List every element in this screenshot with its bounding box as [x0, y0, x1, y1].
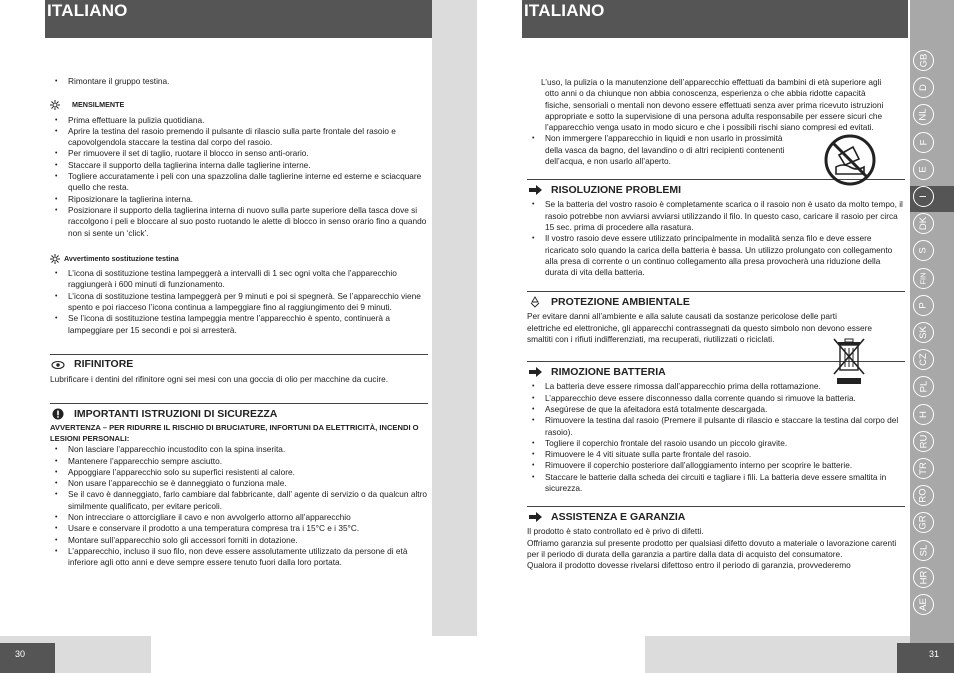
monthly-bullets: [50, 115, 428, 239]
list-item: • L’icona di sostituzione testina lampeggerà a intervalli di 1 sec ogni volta che l’apparecchio raggiungerà i 600 minuti di funzionamento.: [50, 268, 428, 291]
list-item: • Staccare il supporto della taglierina interna dalle taglierine interne.: [50, 160, 428, 171]
right-header-bar: [522, 0, 908, 38]
weee-symbol: [831, 336, 867, 391]
language-tab-label: D: [918, 84, 929, 92]
battery-bullets: [527, 381, 905, 494]
language-tab-label: GB: [917, 53, 929, 68]
left-side-margin: [432, 0, 477, 636]
language-tab-label: CZ: [917, 353, 929, 367]
language-tab-label: P: [918, 302, 929, 309]
eye-icon: [50, 359, 66, 371]
language-tab-sk[interactable]: [913, 322, 934, 343]
language-tab-label: FIN: [919, 272, 928, 285]
language-tab-label: PL: [918, 381, 929, 393]
language-tab-p[interactable]: [913, 295, 934, 316]
list-item: • Togliere il coperchio frontale del rasoio usando un piccolo giravite.: [527, 438, 905, 449]
language-tab-label: RO: [918, 488, 929, 503]
language-tab-ru[interactable]: [913, 431, 934, 452]
monthly-heading-text: MENSILMENTE: [72, 100, 125, 110]
language-tab-label: E: [918, 166, 929, 173]
list-item: • Rimontare il gruppo testina.: [50, 76, 428, 87]
warranty-section-heading: [527, 506, 905, 523]
language-tab-label: NL: [918, 108, 929, 121]
left-header-title: ITALIANO: [47, 1, 128, 20]
environment-text: Per evitare danni all’ambiente e alla salute causati da sostanze pericolose delle parti elettriche ed elettroniche, gli apparecchi contrassegnati da questo simbolo non devono essere smaltiti con i rifiuti indifferenziati, ma recuperati, riutilizzati o riciclati.: [527, 311, 872, 345]
language-tab-label: F: [918, 139, 929, 145]
safety-warning: AVVERTENZA – PER RIDURRE IL RISCHIO DI BRUCIATURE, INFORTUNI DA ELETTRICITÀ, INCENDI O LESIONI PERSONALI:: [50, 423, 419, 443]
intro-bullets: [50, 76, 428, 87]
language-tab-label: AE: [918, 598, 929, 611]
right-page: [477, 0, 954, 673]
list-item: • Staccare le batterie dalla scheda dei circuiti e tagliare i fili. La batteria deve essere smaltita in sicurezza.: [527, 472, 905, 495]
language-tab-h[interactable]: [913, 404, 934, 425]
language-tab-gb[interactable]: [913, 50, 934, 71]
environment-heading-text: PROTEZIONE AMBIENTALE: [551, 295, 690, 308]
troubleshooting-heading-text: RISOLUZIONE PROBLEMI: [551, 183, 682, 196]
no-water-icon: [823, 133, 877, 187]
battery-heading-text: RIMOZIONE BATTERIA: [551, 365, 666, 378]
language-tab-label: TR: [917, 462, 929, 475]
list-item: • Se il cavo è danneggiato, farlo cambiare dal fabbricante, dall’ agente di servizio o da qualcun altro similmente qualificato, per evitare pericoli.: [50, 489, 428, 512]
monthly-heading: [50, 99, 428, 110]
language-tab-label: SL: [918, 544, 929, 556]
language-tab-label: I: [917, 195, 929, 198]
arrow-right-icon: [527, 366, 543, 378]
list-item: • Montare sull’apparecchio solo gli accessori forniti in dotazione.: [50, 535, 428, 546]
language-tab-label: SK: [918, 326, 929, 339]
trimmer-heading-text: RIFINITORE: [74, 358, 134, 371]
language-tab-label: RU: [917, 434, 929, 449]
arrow-right-icon: [527, 511, 543, 523]
list-item: • Non usare l’apparecchio se è danneggiato o funziona male.: [50, 478, 428, 489]
language-tab-i[interactable]: [913, 186, 934, 207]
arrow-right-icon: [527, 184, 543, 196]
list-item: • Rimuovere le 4 viti situate sulla parte frontale del rasoio.: [527, 449, 905, 460]
troubleshooting-bullets: [527, 199, 905, 278]
left-header-bar: [45, 0, 432, 38]
language-tab-label: GR: [918, 515, 929, 531]
language-tab-label: S: [918, 247, 929, 255]
warranty-line: Il prodotto è stato controllato ed è privo di difetti.: [527, 526, 704, 537]
language-tab-sl[interactable]: [913, 540, 934, 561]
list-item: • Non immergere l’apparecchio in liquidi e non usarlo in prossimità della vasca da bagno, del lavandino o di altri recipienti contenenti dell’acqua, e non usarlo all’aperto.: [527, 133, 787, 167]
left-page-number-box: [0, 643, 55, 673]
list-item: • Prima effettuare la pulizia quotidiana.: [50, 115, 428, 126]
list-item: • Non intrecciare o attorcigliare il cavo e non avvolgerlo attorno all’apparecchio: [50, 512, 428, 523]
language-tab-e[interactable]: [913, 159, 934, 180]
list-item: • L’apparecchio, incluso il suo filo, non deve essere assolutamente utilizzato da persone di età inferiore agli otto anni e deve sempre essere tenuto fuori dalla loro portata.: [50, 546, 428, 569]
water-bullets: [527, 133, 787, 167]
list-item: • Aprire la testina del rasoio premendo il pulsante di rilascio sulla parte frontale del rasoio e capovolgendola staccare la testina dal corpo del rasoio.: [50, 126, 428, 149]
list-item: • Riposizionare la taglierina interna.: [50, 194, 428, 205]
language-tab-tr[interactable]: [913, 458, 934, 479]
list-item: • Il vostro rasoio deve essere utilizzato principalmente in modalità senza filo e deve essere ricaricato solo quando la carica della batteria è bassa. Un utilizzo prolungato con collegamento alla presa di corrente o un continuo collegamento alla presa provocherà una riduzione della durata di vita della batteria.: [527, 233, 905, 278]
list-item: • Mantenere l’apparecchio sempre asciutto.: [50, 456, 428, 467]
language-tab-label: H: [918, 410, 929, 418]
warranty-heading-text: ASSISTENZA E GARANZIA: [551, 510, 686, 523]
intro-text: L’uso, la pulizia o la manutenzione dell’apparecchio effettuati da bambini di età superiore agli otto anni o da chiunque non abbia conoscenza, esperienza o che abbia ridotte capacità fisiche, sensoriali o mentali non devono essere effettuati senza aver prima ricevuto istruzioni appropriate e sotto la supervisione di una persona adulta responsabile per essere sicuri che l’apparecchio venga usato in modo sicuro e che i possibili rischi siano compresi ed evitati.: [541, 77, 884, 133]
list-item: • Togliere accuratamente i peli con una spazzolina dalle taglierine interne ed esterne e sciacquare quello che resta.: [50, 171, 428, 194]
language-tab-f[interactable]: [913, 132, 934, 153]
list-item: • Non lasciare l’apparecchio incustodito con la spina inserita.: [50, 444, 428, 455]
sun-icon: [50, 100, 60, 110]
environment-section-heading: [527, 291, 905, 308]
list-item: • Usare e conservare il prodotto a una temperatura compresa tra i 15°C e i 35°C.: [50, 523, 428, 534]
warranty-line: Qualora il prodotto dovesse rivelarsi difettoso entro il periodo di garanzia, provvederemo: [527, 560, 851, 571]
safety-bullets: [50, 444, 428, 568]
list-item: • L’icona di sostituzione testina lampeggerà per 9 minuti e poi si spegnerà. Se l’apparecchio viene spento e poi riacceso l’icona continua a lampeggiare fino al raggiungimento dei 9 minuti.: [50, 291, 428, 314]
head-warning-heading: [50, 253, 428, 264]
left-page-number: 30: [15, 649, 26, 659]
language-tab-label: DK: [917, 217, 929, 231]
list-item: • Posizionare il supporto della taglierina interna di nuovo sulla parte superiore della tasca dove si raccolgono i peli e bloccare al suo posto ruotando le alette di blocco in senso orario fino a quando non si sente un ‘click’.: [50, 205, 428, 239]
list-item: • L’apparecchio deve essere disconnesso dalla corrente quando si rimuove la batteria.: [527, 393, 905, 404]
head-warning-bullets: [50, 268, 428, 336]
right-page-number-box: [897, 643, 954, 673]
language-tab-label: HR: [917, 570, 929, 585]
list-item: • Rimuovere la testina dal rasoio (Premere il pulsante di rilascio e staccare la testina dal corpo del rasoio).: [527, 415, 905, 438]
warranty-line: Offriamo garanzia sul presente prodotto per qualsiasi difetto dovuto a materiale o lavorazione carenti per il periodo di durata della garanzia a partire dalla data di acquisto del consumatore.: [527, 537, 897, 559]
right-header-title: ITALIANO: [524, 1, 605, 20]
head-warning-heading-text: Avvertimento sostituzione testina: [64, 253, 179, 263]
language-tab-fin[interactable]: [913, 268, 934, 289]
language-tab-hr[interactable]: [913, 567, 934, 588]
language-tab-ae[interactable]: [913, 594, 934, 615]
list-item: • Per rimuovere il set di taglio, ruotare il blocco in senso anti-orario.: [50, 148, 428, 159]
crossed-bin-icon: [831, 336, 867, 386]
list-item: • Se la batteria del vostro rasoio è completamente scarica o il rasoio non è usato da molto tempo, il rasoio potrebbe non avviarsi avviarsi utilizzando il filo. In questo caso, caricare il rasoio per circa 15 sec. prima di procedere alla rasatura.: [527, 199, 905, 233]
left-content: [50, 76, 428, 569]
no-water-symbol: [823, 133, 877, 192]
list-item: • Appoggiare l’apparecchio solo su superfici resistenti al calore.: [50, 467, 428, 478]
list-item: • La batteria deve essere rimossa dall’apparecchio prima della rottamazione.: [527, 381, 905, 392]
sun-icon: [50, 254, 60, 264]
list-item: • Se l’icona di sostituzione testina lampeggia mentre l’apparecchio è spento, continuerà a lampeggiare per 15 secondi e poi si arresterà.: [50, 313, 428, 336]
recycle-icon: [527, 296, 543, 308]
trimmer-text: Lubrificare i dentini del rifinitore ogni sei mesi con una goccia di olio per macchine da cucire.: [50, 373, 389, 384]
right-page-number: 31: [929, 649, 940, 659]
safety-section-heading: [50, 403, 428, 420]
list-item: • Rimuovere il coperchio posteriore dall’alloggiamento interno per scoprire le batterie.: [527, 460, 905, 471]
warning-icon: [50, 408, 66, 420]
trimmer-section-heading: [50, 354, 428, 371]
safety-heading-text: IMPORTANTI ISTRUZIONI DI SICUREZZA: [74, 407, 278, 420]
list-item: • Asegúrese de que la afeitadora está totalmente descargada.: [527, 404, 905, 415]
